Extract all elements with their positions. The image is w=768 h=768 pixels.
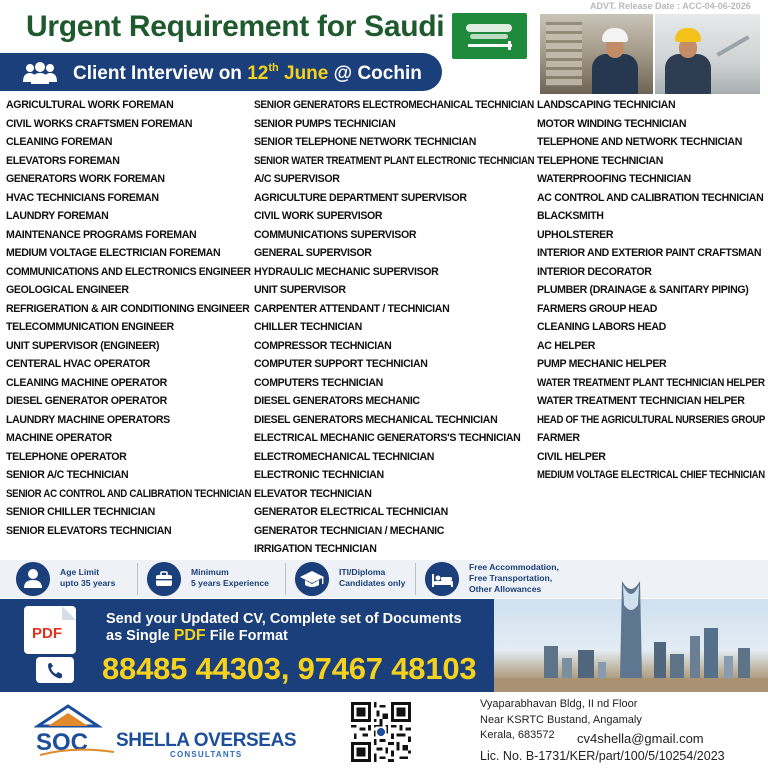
job-title: TELEPHONE AND NETWORK TECHNICIAN [537, 136, 742, 148]
job-title: WATERPROOFING TECHNICIAN [537, 173, 691, 185]
job-title: COMPUTER SUPPORT TECHNICIAN [254, 358, 428, 370]
job-title: UPHOLSTERER [537, 228, 614, 241]
address-line: Kerala, 683572 [480, 729, 555, 741]
job-title: DIESEL GENERATORS MECHANIC [254, 395, 420, 407]
benefits-strip [0, 560, 768, 598]
job-title: SENIOR TELEPHONE NETWORK TECHNICIAN [254, 136, 476, 148]
job-title: UNIT SUPERVISOR (ENGINEER) [6, 339, 160, 352]
job-title: CLEANING MACHINE OPERATOR [6, 376, 167, 389]
bed-icon [425, 562, 459, 596]
job-title: HVAC TECHNICIANS FOREMAN [6, 191, 159, 204]
job-title: SENIOR A/C TECHNICIAN [6, 469, 129, 481]
job-title: SENIOR ELEVATORS TECHNICIAN [6, 524, 172, 537]
kingdom-tower-icon [618, 575, 644, 678]
job-title: A/C SUPERVISOR [254, 173, 340, 185]
job-title: SENIOR WATER TREATMENT PLANT ELECTRONIC TECHNICIAN [254, 154, 535, 167]
job-title: MACHINE OPERATOR [6, 432, 112, 444]
cta-instruction-2: as Single PDF File Format [106, 627, 288, 644]
feature-line: Minimum [191, 567, 229, 577]
divider [285, 563, 286, 595]
feature-line: 5 years Experience [191, 578, 269, 588]
feature-line: Free Accommodation, [469, 562, 559, 572]
feature-line: Free Transportation, [469, 573, 553, 583]
job-title: ELECTROMECHANICAL TECHNICIAN [254, 450, 435, 463]
feature-line: Candidates only [339, 578, 406, 588]
job-title: TELEPHONE OPERATOR [6, 450, 127, 463]
job-title: SENIOR GENERATORS ELECTROMECHANICAL TECHNICIAN [254, 99, 534, 111]
feature-line: Age Limit [60, 567, 100, 577]
job-title: GEOLOGICAL ENGINEER [6, 284, 129, 296]
company-logo-icon [34, 702, 128, 760]
job-title: DIESEL GENERATORS MECHANICAL TECHNICIAN [254, 413, 498, 426]
job-title: AC CONTROL AND CALIBRATION TECHNICIAN [537, 191, 764, 204]
job-title: TELECOMMUNICATION ENGINEER [6, 321, 174, 333]
job-title: SENIOR AC CONTROL AND CALIBRATION TECHNICIAN [6, 487, 252, 500]
job-title: COMPUTERS TECHNICIAN [254, 376, 383, 389]
job-title: AGRICULTURE DEPARTMENT SUPERVISOR [254, 191, 467, 204]
job-column-3 [537, 96, 765, 485]
job-title: UNIT SUPERVISOR [254, 284, 346, 296]
job-title: TELEPHONE TECHNICIAN [537, 154, 664, 167]
job-title: COMMUNICATIONS AND ELECTRONICS ENGINEER [6, 265, 251, 278]
company-subtitle: CONSULTANTS [170, 750, 243, 759]
qr-code-icon[interactable] [351, 702, 411, 762]
job-title: CIVIL WORK SUPERVISOR [254, 210, 383, 222]
divider [137, 563, 138, 595]
job-title: MAINTENANCE PROGRAMS FOREMAN [6, 228, 197, 241]
job-title: REFRIGERATION & AIR CONDITIONING ENGINEER [6, 302, 250, 315]
job-title: ELEVATORS FOREMAN [6, 154, 120, 167]
job-title: MEDIUM VOLTAGE ELECTRICAL CHIEF TECHNICIAN [537, 469, 765, 481]
job-title: IRRIGATION TECHNICIAN [254, 543, 377, 555]
feature-line: Other Allowances [469, 584, 542, 594]
job-title: ELECTRICAL MECHANIC GENERATORS'S TECHNICIAN [254, 432, 521, 444]
company-name: SHELLA OVERSEAS [116, 730, 297, 751]
address-line: Vyaparabhavan Bldg, II nd Floor [480, 698, 638, 710]
job-title: MEDIUM VOLTAGE ELECTRICIAN FOREMAN [6, 247, 221, 259]
job-title: LAUNDRY MACHINE OPERATORS [6, 413, 170, 426]
job-title: COMMUNICATIONS SUPERVISOR [254, 228, 417, 241]
license-number: Lic. No. B-1731/KER/part/100/5/10254/2023 [480, 749, 725, 763]
interview-text: Client Interview on 12th June @ Cochin [73, 62, 422, 84]
job-title: GENERATOR TECHNICIAN / MECHANIC [254, 524, 445, 537]
job-title: CLEANING LABORS HEAD [537, 321, 666, 333]
job-title: SENIOR CHILLER TECHNICIAN [6, 506, 155, 518]
job-title: ELECTRONIC TECHNICIAN [254, 469, 384, 481]
job-title: GENERATOR ELECTRICAL TECHNICIAN [254, 506, 448, 518]
person-icon [16, 562, 50, 596]
cta-instruction: Send your Updated CV, Complete set of Documents [106, 611, 462, 627]
job-title: PLUMBER (DRAINAGE & SANITARY PIPING) [537, 284, 749, 296]
job-title: CENTERAL HVAC OPERATOR [6, 358, 150, 370]
job-title: INTERIOR AND EXTERIOR PAINT CRAFTSMAN [537, 247, 762, 259]
job-title: CARPENTER ATTENDANT / TECHNICIAN [254, 302, 450, 315]
job-column-1 [6, 96, 251, 540]
job-title: INTERIOR DECORATOR [537, 265, 652, 278]
job-title: HEAD OF THE AGRICULTURAL NURSERIES GROUP [537, 413, 766, 426]
job-title: CIVIL HELPER [537, 450, 606, 463]
job-title: DIESEL GENERATOR OPERATOR [6, 395, 167, 407]
release-date-note: ADVT. Release Date : ACC-04-06-2026 [590, 1, 751, 11]
page-title: Urgent Requirement for Saudi [26, 10, 445, 43]
job-title: CIVIL WORKS CRAFTSMEN FOREMAN [6, 117, 193, 130]
email-link[interactable]: cv4shella@gmail.com [577, 731, 704, 746]
job-title: COMPRESSOR TECHNICIAN [254, 339, 392, 352]
job-title: GENERAL SUPERVISOR [254, 247, 372, 259]
job-title: BLACKSMITH [537, 210, 604, 222]
phone-icon [36, 657, 74, 683]
job-title: CHILLER TECHNICIAN [254, 321, 362, 333]
job-title: WATER TREATMENT PLANT TECHNICIAN HELPER [537, 376, 765, 389]
saudi-flag-icon [452, 13, 527, 59]
job-title: AC HELPER [537, 339, 596, 352]
address-line: Near KSRTC Bustand, Angamaly [480, 714, 642, 726]
pdf-badge: PDF [32, 625, 62, 642]
feature-line: upto 35 years [60, 578, 116, 588]
graduation-cap-icon [295, 562, 329, 596]
job-title: WATER TREATMENT TECHNICIAN HELPER [537, 395, 745, 407]
job-title: CLEANING FOREMAN [6, 136, 113, 148]
job-title: LANDSCAPING TECHNICIAN [537, 99, 676, 111]
job-title: PUMP MECHANIC HELPER [537, 358, 667, 370]
job-title: FARMER [537, 432, 580, 444]
contact-phone-numbers[interactable]: 88485 44303, 97467 48103 [102, 651, 477, 686]
feature-line: ITI/Diploma [339, 567, 386, 577]
job-title: MOTOR WINDING TECHNICIAN [537, 117, 687, 130]
svg-text:SOC: SOC [36, 729, 89, 756]
divider [415, 563, 416, 595]
job-title: LAUNDRY FOREMAN [6, 210, 109, 222]
job-title: SENIOR PUMPS TECHNICIAN [254, 117, 396, 130]
job-column-2 [254, 96, 534, 559]
job-title: HYDRAULIC MECHANIC SUPERVISOR [254, 265, 439, 278]
painter-photo [655, 14, 760, 94]
job-title: ELEVATOR TECHNICIAN [254, 487, 372, 500]
job-title: FARMERS GROUP HEAD [537, 302, 658, 315]
job-title: GENERATORS WORK FOREMAN [6, 173, 165, 185]
job-title: AGRICULTURAL WORK FOREMAN [6, 99, 174, 111]
briefcase-icon [147, 562, 181, 596]
interview-banner [0, 53, 442, 91]
group-icon [22, 62, 58, 84]
electrician-photo [540, 14, 653, 94]
pdf-document-icon [24, 606, 76, 654]
